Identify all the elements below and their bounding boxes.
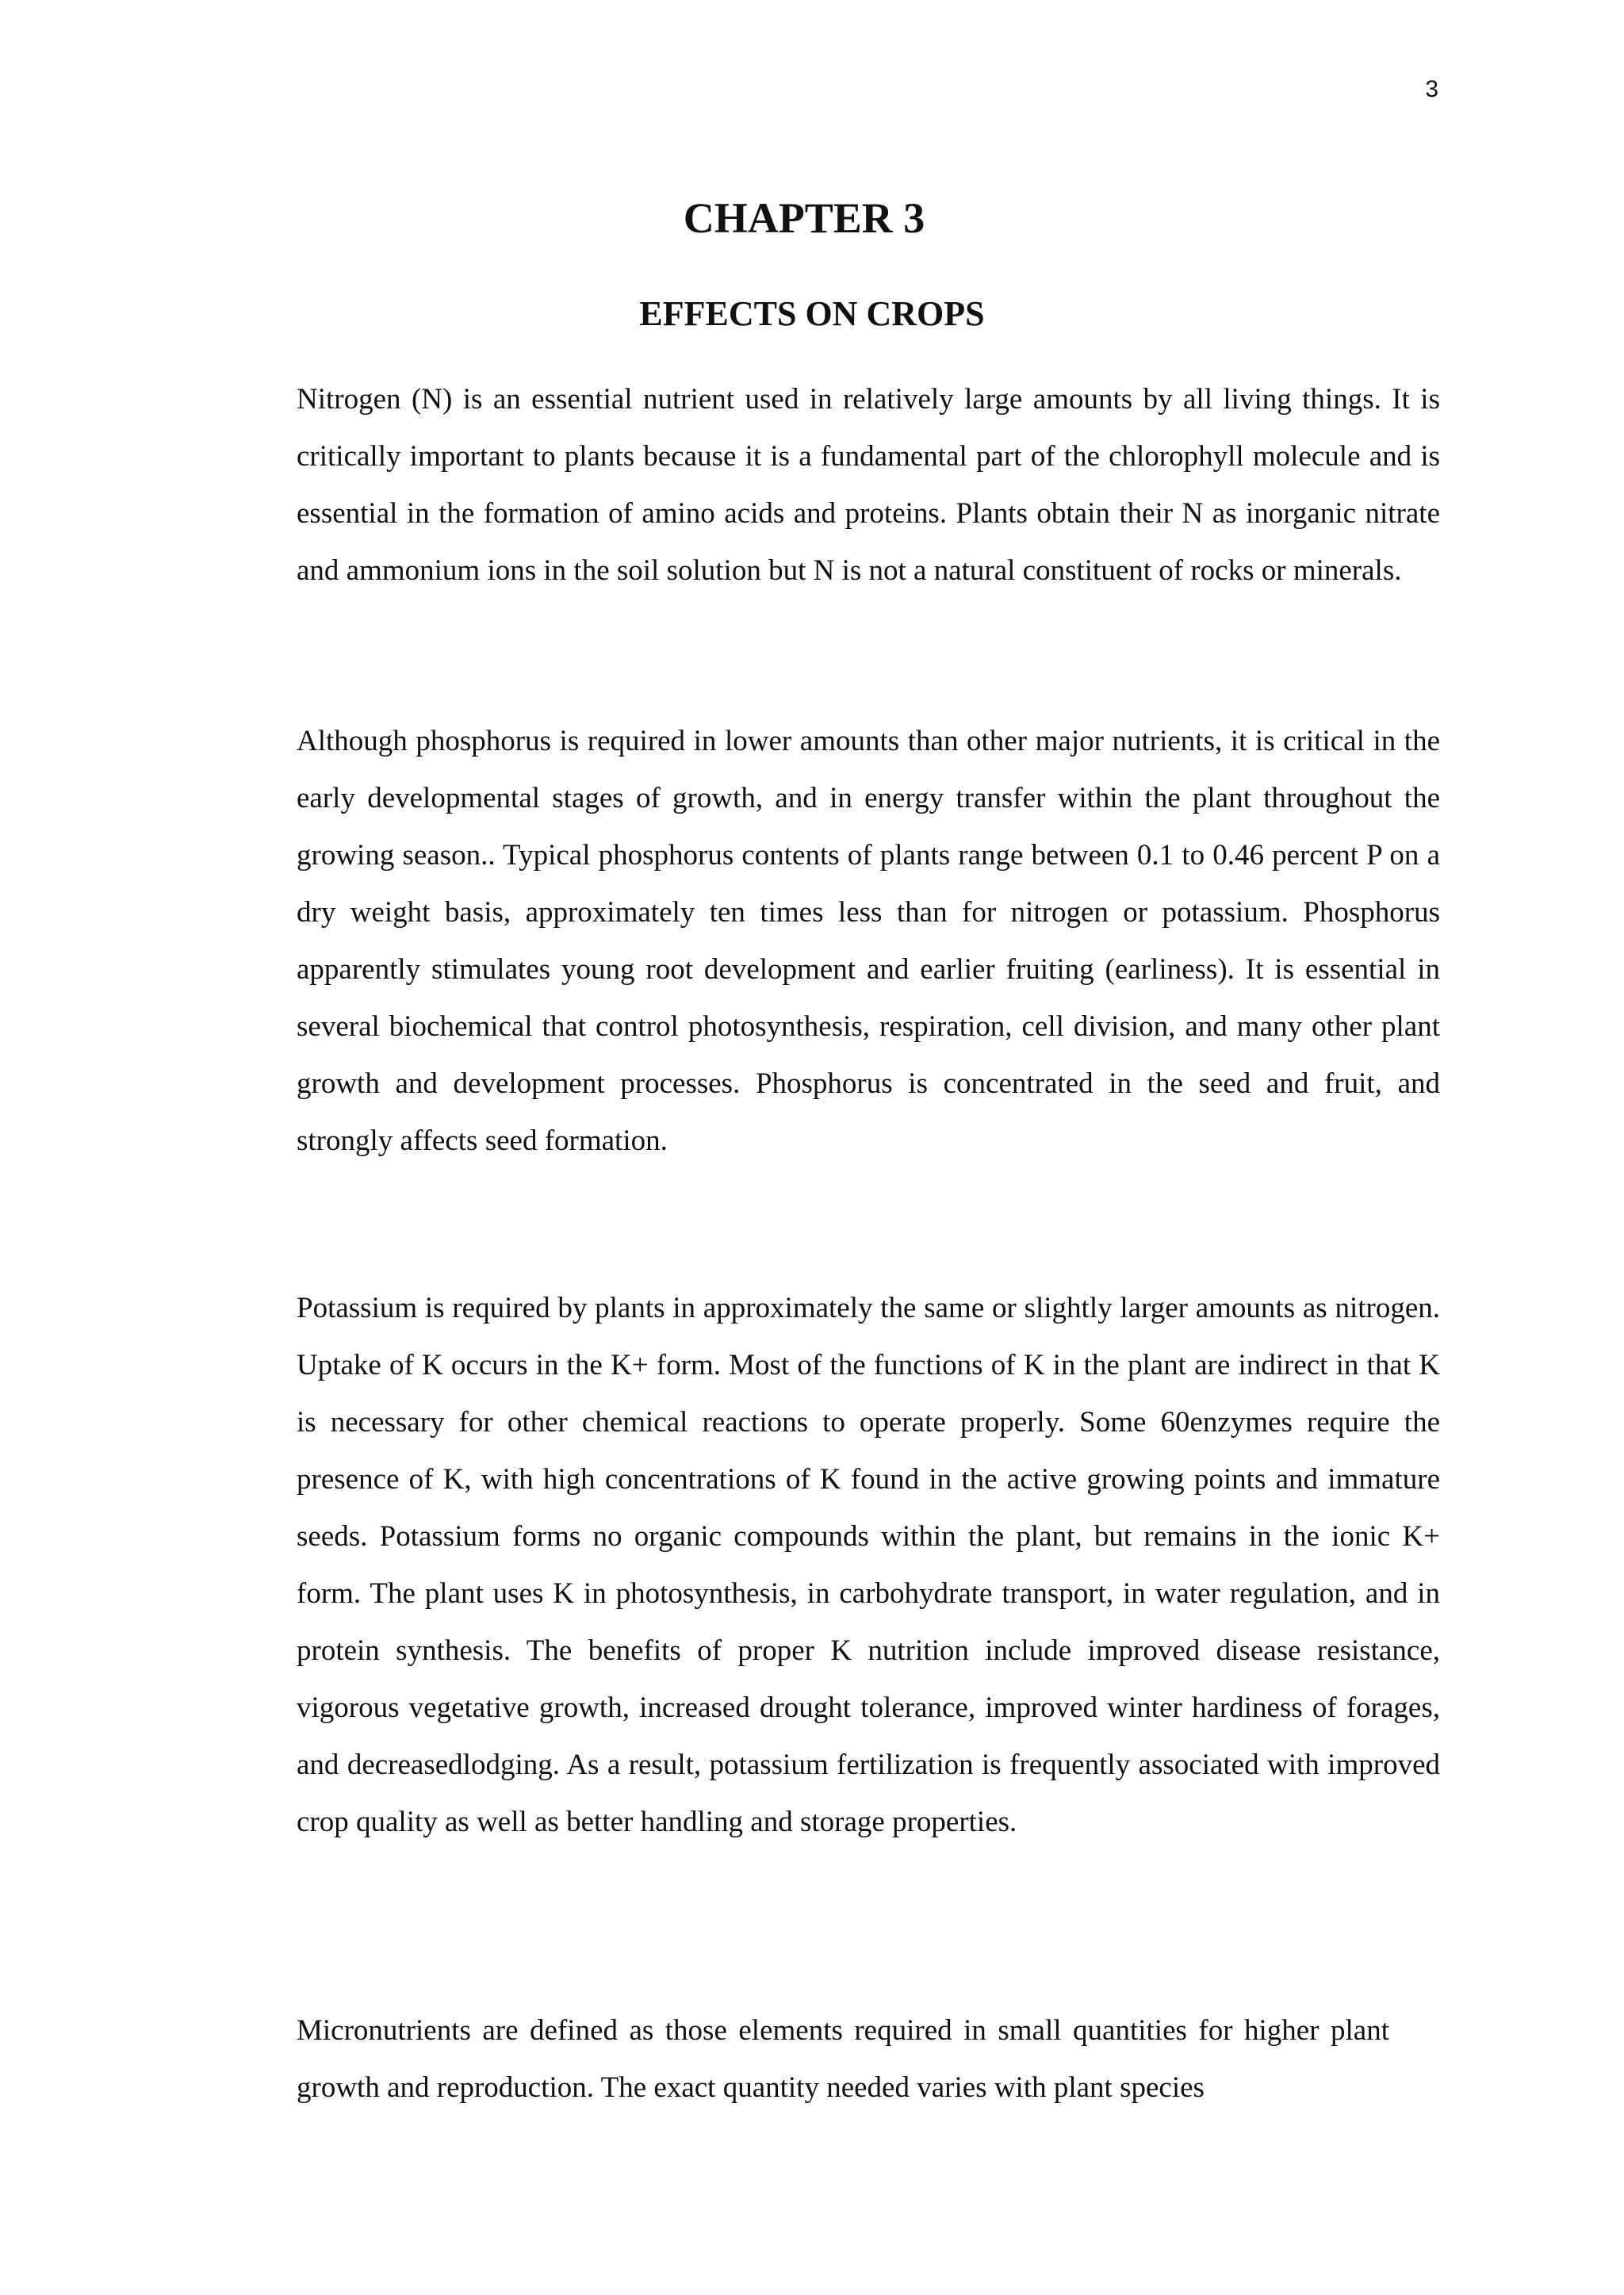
chapter-title: EFFECTS ON CROPS [639, 294, 985, 333]
paragraph-micronutrients: Micronutrients are defined as those elements required in small quantities for higher plant growth and reproduction. The exact quantity needed varies with plant species [297, 2014, 1389, 2104]
paragraph-nitrogen: Nitrogen (N) is an essential nutrient used in relatively large amounts by all living things. It is critically important to plants because it is a fundamental part of the chlorophyll molecule and is essential in the formation of amino acids and proteins. Plants obtain their N as inorganic nitrate and ammonium ions in the soil solution but N is not a natural constituent of rocks or minerals. [297, 383, 1440, 587]
paragraph-potassium: Potassium is required by plants in approximately the same or slightly larger amounts as nitrogen. Uptake of K occurs in the K+ form. Most of the functions of K in the plant are indirect in that K is necessary for other chemical reactions to operate properly. Some 60enzymes require the presence of K, with high concentrations of K found in the active growing points and immature seeds. Potassium forms no organic compounds within the plant, but remains in the ionic K+ form. The plant uses K in photosynthesis, in carbohydrate transport, in water regulation, and in protein synthesis. The benefits of proper K nutrition include improved disease resistance, vigorous vegetative growth, increased drought tolerance, improved winter hardiness of forages, and decreasedlodging. As a result, potassium fertilization is frequently associated with improved crop quality as well as better handling and storage properties. [297, 1292, 1440, 1838]
page-number: 3 [1425, 76, 1438, 102]
paragraph-phosphorus: Although phosphorus is required in lower amounts than other major nutrients, it is critical in the early developmental stages of growth, and in energy transfer within the plant throughout the growing season.. Typical phosphorus contents of plants range between 0.1 to 0.46 percent P on a dry weight basis, approximately ten times less than for nitrogen or potassium. Phosphorus apparently stimulates young root development and earlier fruiting (earliness). It is essential in several biochemical that control photosynthesis, respiration, cell division, and many other plant growth and development processes. Phosphorus is concentrated in the seed and fruit, and strongly affects seed formation. [297, 725, 1440, 1157]
chapter-label: CHAPTER 3 [683, 194, 925, 242]
